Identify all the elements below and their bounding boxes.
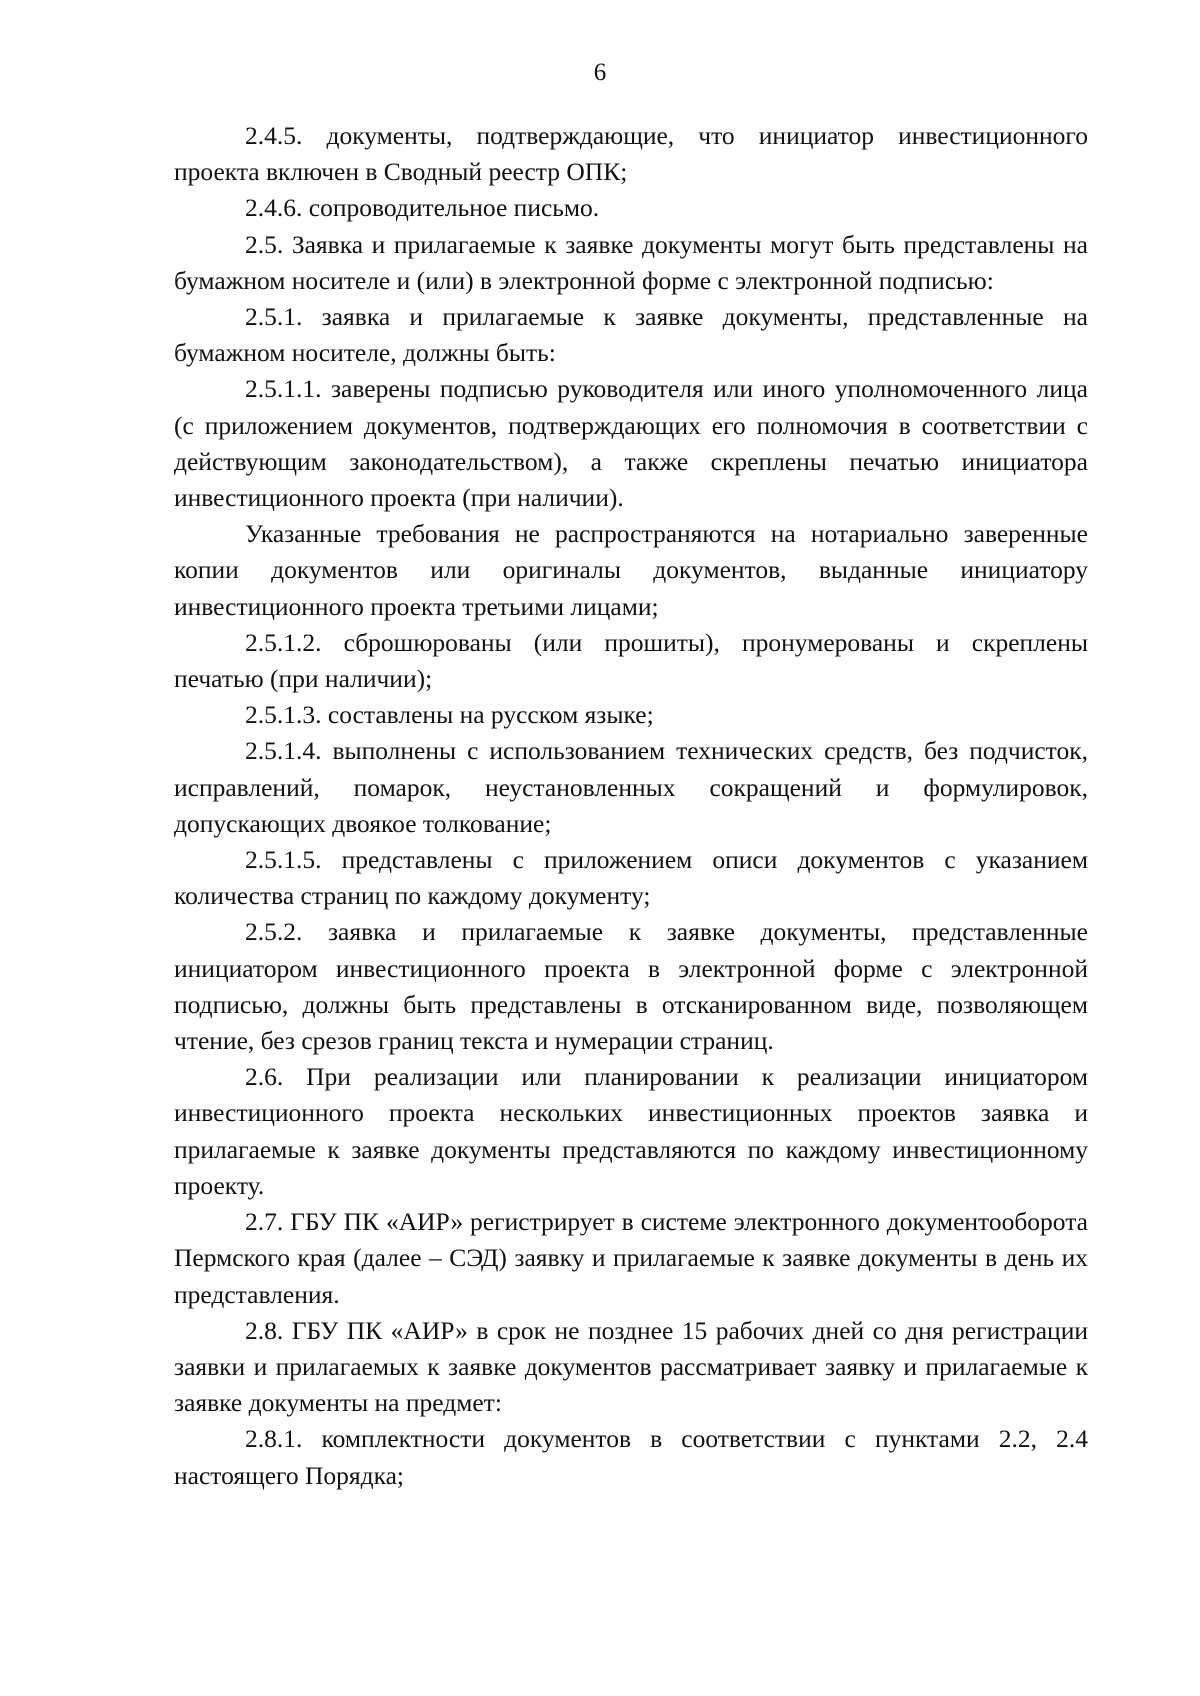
paragraph-2-5-1-3: 2.5.1.3. составлены на русском языке; bbox=[245, 700, 654, 730]
paragraph-2-5-1-1: 2.5.1.1. заверены подписью руководителя или иного уполномоченного лица (с приложением документов, подтверждающих его полномочия в соответствии с действующим законодательством), а также скреплены печатью инициатора инвестиционного проекта (при наличии). bbox=[174, 374, 1088, 513]
paragraph-2-5-1-2: 2.5.1.2. сброшюрованы (или прошиты), пронумерованы и скреплены печатью (при наличии); bbox=[174, 627, 1088, 694]
paragraph-requirements-note: Указанные требования не распространяются на нотариально заверенные копии документов или оригиналы документов, выданные инициатору инвестиционного проекта третьими лицами; bbox=[174, 519, 1088, 621]
paragraph-2-6: 2.6. При реализации или планировании к реализации инициатором инвестиционного проекта нескольких инвестиционных проектов заявка и прилагаемые к заявке документы представляются по каждому инвестиционному проекту. bbox=[174, 1062, 1088, 1200]
paragraph-2-5-1: 2.5.1. заявка и прилагаемые к заявке документы, представленные на бумажном носителе, должны быть: bbox=[174, 302, 1088, 368]
paragraph-2-8-1: 2.8.1. комплектности документов в соответствии с пунктами 2.2, 2.4 настоящего Порядка; bbox=[174, 1424, 1088, 1490]
paragraph-2-5: 2.5. Заявка и прилагаемые к заявке документы могут быть представлены на бумажном носителе и (или) в электронной форме с электронной подписью: bbox=[174, 229, 1088, 295]
paragraph-2-4-5: 2.4.5. документы, подтверждающие, что инициатор инвестиционного проекта включен в Сводный реестр ОПК; bbox=[174, 121, 1088, 187]
paragraph-2-7: 2.7. ГБУ ПК «АИР» регистрирует в системе электронного документооборота Пермского края (далее – СЭД) заявку и прилагаемые к заявке документы в день их представления. bbox=[174, 1207, 1088, 1309]
document-body bbox=[174, 118, 1088, 1494]
page-number: 6 bbox=[593, 59, 607, 86]
paragraph-2-5-1-4: 2.5.1.4. выполнены с использованием технических средств, без подчисток, исправлений, помарок, неустановленных сокращений и формулировок, допускающих двоякое толкование; bbox=[174, 736, 1088, 838]
paragraph-2-8: 2.8. ГБУ ПК «АИР» в срок не позднее 15 рабочих дней со дня регистрации заявки и прилагаемых к заявке документов рассматривает заявку и прилагаемые к заявке документы на предмет: bbox=[174, 1315, 1088, 1418]
paragraph-2-5-1-5: 2.5.1.5. представлены с приложением описи документов с указанием количества страниц по каждому документу; bbox=[174, 845, 1088, 911]
paragraph-2-4-6: 2.4.6. сопроводительное письмо. bbox=[245, 193, 600, 223]
paragraph-2-5-2: 2.5.2. заявка и прилагаемые к заявке документы, представленные инициатором инвестиционного проекта в электронной форме с электронной подписью, должны быть представлены в отсканированном виде, позволяющем чтение, без срезов границ текста и нумерации страниц. bbox=[174, 917, 1088, 1056]
